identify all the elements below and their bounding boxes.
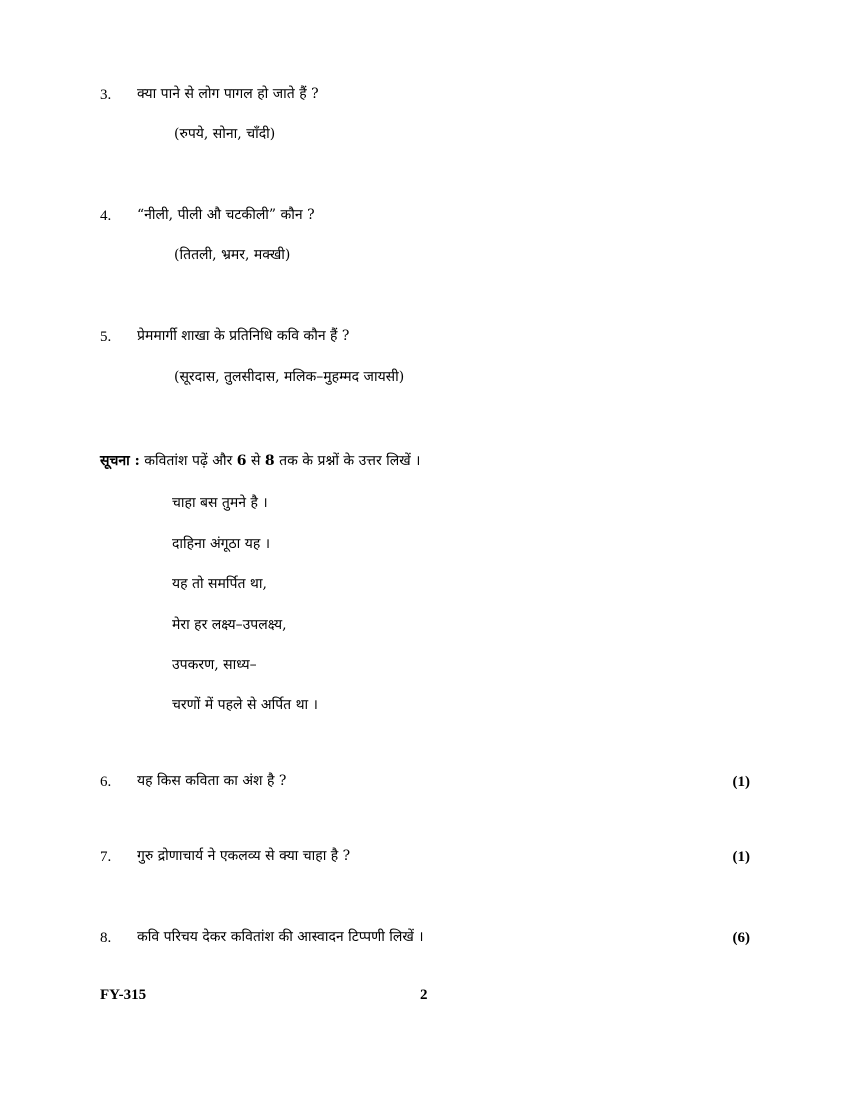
question-4-text: “नीली, पीली औ चटकीली” कौन ? <box>137 207 315 223</box>
notice-text-a: कवितांश पढ़ें और <box>144 453 233 469</box>
poem-line: चरणों में पहले से अर्पित था । <box>172 697 318 713</box>
poem-line: यह तो समर्पित था, <box>172 576 267 592</box>
question-7-number: 7. <box>100 849 112 865</box>
question-5-options: (सूरदास, तुलसीदास, मलिक–मुहम्मद जायसी) <box>174 369 405 385</box>
question-7-marks: (1) <box>732 849 750 865</box>
notice-num-b: 8 <box>264 453 275 469</box>
poem-line: उपकरण, साध्य– <box>172 657 257 673</box>
question-4-options: (तितली, भ्रमर, मक्खी) <box>174 247 291 263</box>
question-3-options: (रुपये, सोना, चाँदी) <box>174 126 276 142</box>
question-6-text: यह किस कविता का अंश है ? <box>137 773 287 789</box>
question-8-number: 8. <box>100 930 112 946</box>
poem-line: मेरा हर लक्ष्य–उपलक्ष्य, <box>172 617 287 633</box>
question-8-marks: (6) <box>732 930 750 946</box>
poem-line: दाहिना अंगूठा यह । <box>172 536 271 552</box>
notice-num-a: 6 <box>236 453 247 469</box>
notice-text-b: से <box>250 453 261 469</box>
question-6-marks: (1) <box>732 774 750 790</box>
question-6-number: 6. <box>100 774 112 790</box>
footer-page-number: 2 <box>420 987 428 1003</box>
question-3-text: क्या पाने से लोग पागल हो जाते हैं ? <box>137 86 319 102</box>
question-3-number: 3. <box>100 87 112 103</box>
question-8-text: कवि परिचय देकर कवितांश की आस्वादन टिप्पणी लिखें । <box>137 929 424 945</box>
poem-line: चाहा बस तुमने है । <box>172 495 268 511</box>
notice-label: सूचना : <box>100 453 140 469</box>
question-5-text: प्रेममार्गी शाखा के प्रतिनिधि कवि कौन हैं ? <box>137 328 350 344</box>
question-4-number: 4. <box>100 208 112 224</box>
question-7-text: गुरु द्रोणाचार्य ने एकलव्य से क्या चाहा है ? <box>137 848 351 864</box>
notice-text-c: तक के प्रश्नों के उत्तर लिखें । <box>279 453 421 469</box>
question-5-number: 5. <box>100 329 112 345</box>
notice-line <box>100 454 420 468</box>
footer-paper-code: FY-315 <box>100 987 147 1003</box>
